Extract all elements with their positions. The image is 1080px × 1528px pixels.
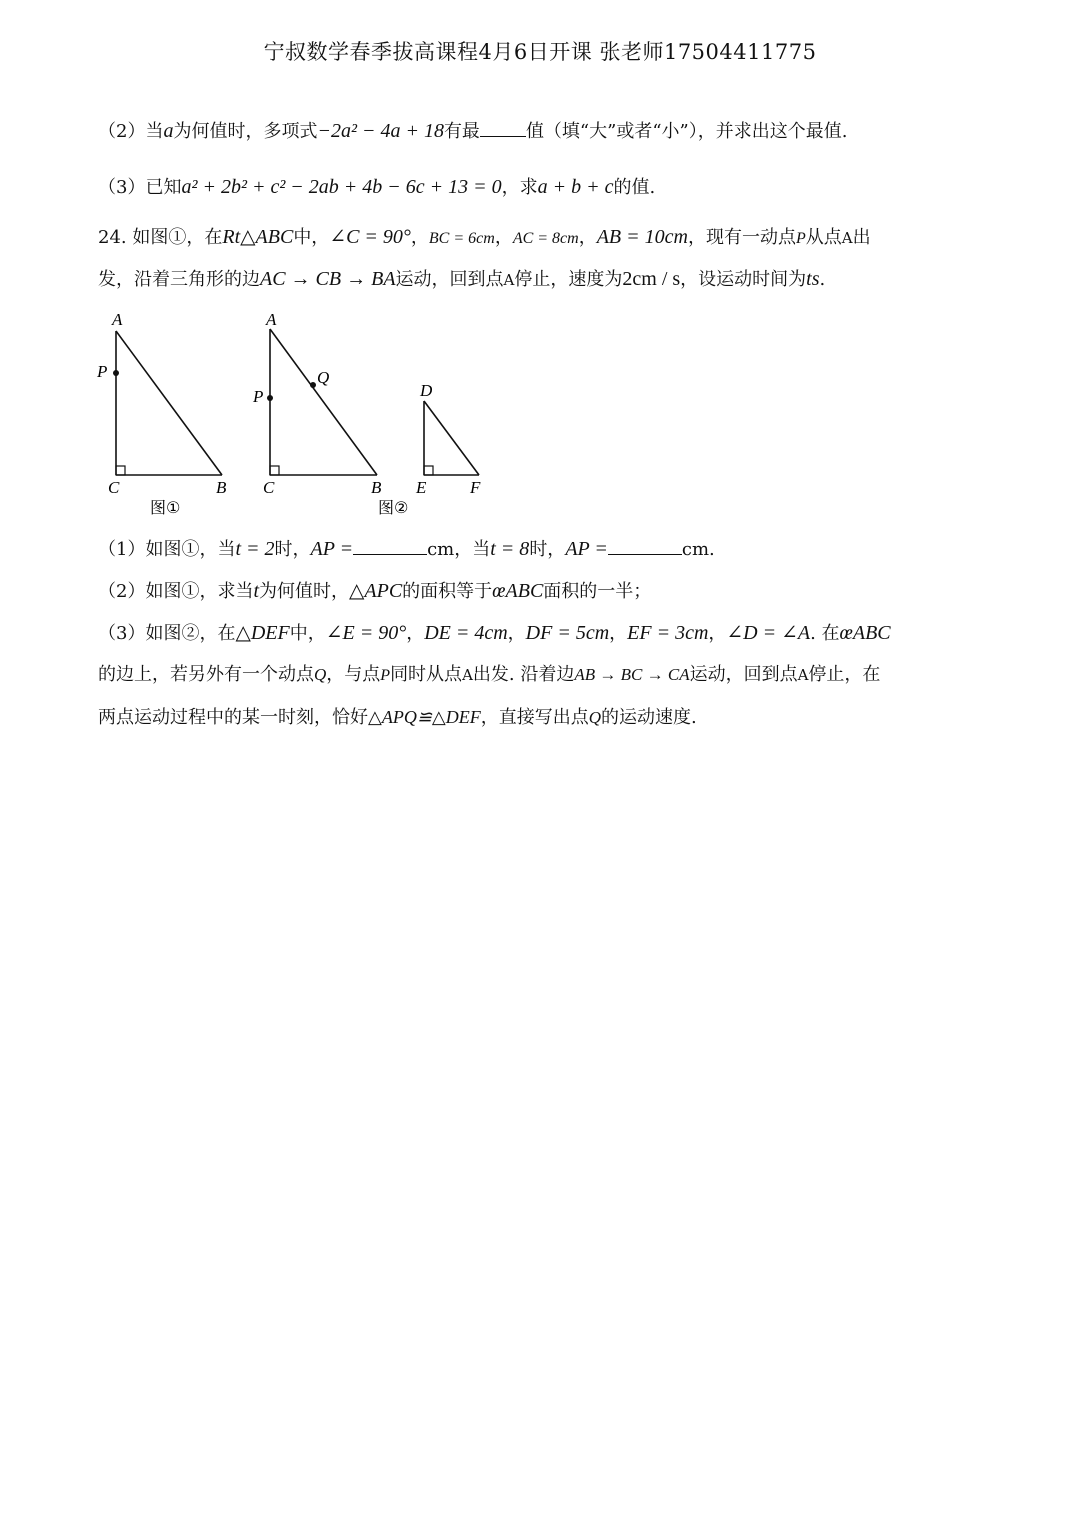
- figure-1: [96, 310, 227, 517]
- label-a: A: [112, 310, 123, 329]
- q24-part2: [98, 578, 988, 605]
- text: . 在: [810, 623, 840, 644]
- q23-part3: [98, 174, 988, 201]
- q24-part3-line3: [98, 704, 988, 731]
- text: 如图①，求当: [145, 581, 254, 602]
- point-p-dot: [267, 395, 273, 401]
- text: 出发. 沿着边: [472, 664, 575, 685]
- math-expression: ∠D = ∠A: [726, 622, 811, 644]
- text: 出: [852, 227, 871, 248]
- q24-stem-line2: [98, 266, 988, 293]
- text: 值（填“大”或者“小”），并求出这个最值.: [525, 121, 848, 142]
- math-expression: t = 8: [490, 538, 530, 560]
- text: 的运动速度.: [601, 707, 697, 728]
- caption-figure-2: 图②: [378, 498, 409, 517]
- point-label: A: [462, 666, 473, 684]
- right-angle-marker: [424, 466, 433, 475]
- edge-df: [424, 401, 479, 475]
- math-expression: a + b + c: [537, 176, 614, 198]
- math-expression: ∠E = 90°: [325, 622, 407, 644]
- part-number: （3）: [98, 623, 146, 644]
- text: cm.: [681, 539, 715, 560]
- text: cm，当: [427, 539, 491, 560]
- question-number: 24.: [98, 227, 127, 248]
- text: 当: [145, 121, 164, 142]
- label-q: Q: [317, 368, 330, 387]
- math-var: Q: [314, 665, 327, 684]
- math-var: Q: [588, 708, 602, 727]
- part-number: （2）: [98, 581, 146, 602]
- point-label: A: [797, 666, 809, 684]
- math-expression: AC = 8cm: [512, 230, 579, 247]
- text: 时，: [529, 539, 566, 560]
- label-e: E: [416, 478, 427, 497]
- point-label: A: [841, 229, 853, 247]
- math-expression: AP =: [565, 538, 608, 560]
- part-number: （3）: [98, 177, 146, 198]
- label-a: A: [266, 310, 277, 329]
- math-expression: AP =: [310, 538, 354, 560]
- figure-2: [252, 310, 481, 517]
- text: 时，: [274, 539, 311, 560]
- text: 如图①，当: [145, 539, 236, 560]
- math-expression: EF = 3cm: [627, 622, 709, 644]
- text: 发，沿着三角形的边: [98, 269, 260, 290]
- text: ，: [494, 227, 513, 248]
- math-expression: DF = 5cm: [525, 622, 610, 644]
- label-d: D: [420, 381, 433, 400]
- math-var: t: [253, 580, 260, 602]
- math-expression: a² + 2b² + c² − 2ab + 4b − 6c + 13 = 0: [181, 176, 502, 198]
- label-f: F: [470, 478, 481, 497]
- q24-part3-line2: [98, 662, 988, 689]
- text: 的边上，若另外有一个动点: [98, 664, 314, 685]
- text: 已知: [145, 177, 182, 198]
- answer-blank: [480, 118, 526, 137]
- text: 中，: [293, 227, 330, 248]
- math-expression: œABC: [839, 622, 891, 644]
- caption-figure-1: 图①: [150, 498, 181, 517]
- text: 有最: [443, 121, 480, 142]
- math-expression: ∠C = 90°: [329, 226, 411, 248]
- math-var: P: [795, 230, 806, 247]
- label-c: C: [263, 478, 275, 497]
- geometry-figures: [90, 305, 510, 525]
- text: 运动，回到点: [395, 269, 504, 290]
- text: ，: [406, 623, 425, 644]
- math-expression: DE = 4cm: [424, 622, 508, 644]
- text: ，: [410, 227, 429, 248]
- right-angle-marker: [270, 466, 279, 475]
- part-number: （1）: [98, 539, 146, 560]
- math-expression: Rt△ABC: [222, 226, 294, 248]
- point-p-dot: [113, 370, 119, 376]
- text: ，现有一动点: [687, 227, 796, 248]
- text: .: [819, 269, 826, 290]
- text: ，求: [501, 177, 538, 198]
- math-expression: △DEF: [235, 622, 290, 644]
- text: 运动，回到点: [689, 664, 798, 685]
- math-expression: AB → BC → CA: [574, 665, 690, 684]
- math-expression: BC = 6cm: [428, 230, 495, 247]
- page-header: 宁叔数学春季拔高课程4月6日开课 张老师17504411775: [263, 40, 817, 64]
- text: 为何值时，: [259, 581, 350, 602]
- label-c: C: [108, 478, 120, 497]
- edge-ab: [116, 331, 222, 475]
- label-b: B: [216, 478, 227, 497]
- math-expression: −2a² − 4a + 18: [317, 120, 444, 142]
- text: 如图②，在: [145, 623, 236, 644]
- q24-stem-line1: [98, 224, 988, 252]
- text: 同时从点: [390, 664, 463, 685]
- q24-part3-line1: [98, 620, 988, 647]
- text: ，直接写出点: [480, 707, 589, 728]
- text: ，设运动时间为: [680, 269, 807, 290]
- label-p: P: [253, 387, 264, 406]
- text: ，: [507, 623, 526, 644]
- text: ，与点: [326, 664, 381, 685]
- text: 从点: [805, 227, 842, 248]
- answer-blank: [608, 536, 682, 555]
- point-q-dot: [310, 382, 316, 388]
- text: 中，: [289, 623, 326, 644]
- q24-part1: [98, 536, 988, 563]
- text: ，: [708, 623, 727, 644]
- point-label: A: [503, 271, 515, 289]
- text: 如图①，在: [132, 227, 223, 248]
- part-number: （2）: [98, 121, 146, 142]
- math-var: P: [380, 667, 391, 684]
- math-expression: AB = 10cm: [596, 226, 688, 248]
- math-expression: 2cm / s: [622, 268, 681, 290]
- text: 为何值时，多项式: [173, 121, 318, 142]
- math-expression: △APC: [349, 580, 403, 602]
- text: ，: [578, 227, 597, 248]
- edge-ab: [270, 329, 377, 475]
- math-expression: AC → CB → BA: [260, 268, 396, 290]
- right-angle-marker: [116, 466, 125, 475]
- text: 面积的一半；: [543, 581, 652, 602]
- text: 停止，在: [808, 664, 881, 685]
- label-b: B: [371, 478, 382, 497]
- math-expression: t = 2: [235, 538, 275, 560]
- text: 的面积等于: [402, 581, 493, 602]
- text: 的值.: [613, 177, 656, 198]
- answer-blank: [353, 536, 427, 555]
- text: 停止，速度为: [514, 269, 623, 290]
- math-expression: œABC: [492, 580, 544, 602]
- math-var: a: [163, 120, 174, 142]
- math-var: ts: [806, 268, 820, 290]
- q23-part2: [98, 118, 988, 145]
- label-p: P: [97, 362, 108, 381]
- text: ，: [609, 623, 628, 644]
- math-expression: △APQ≌△DEF: [368, 707, 481, 727]
- text: 两点运动过程中的某一时刻，恰好: [98, 707, 368, 728]
